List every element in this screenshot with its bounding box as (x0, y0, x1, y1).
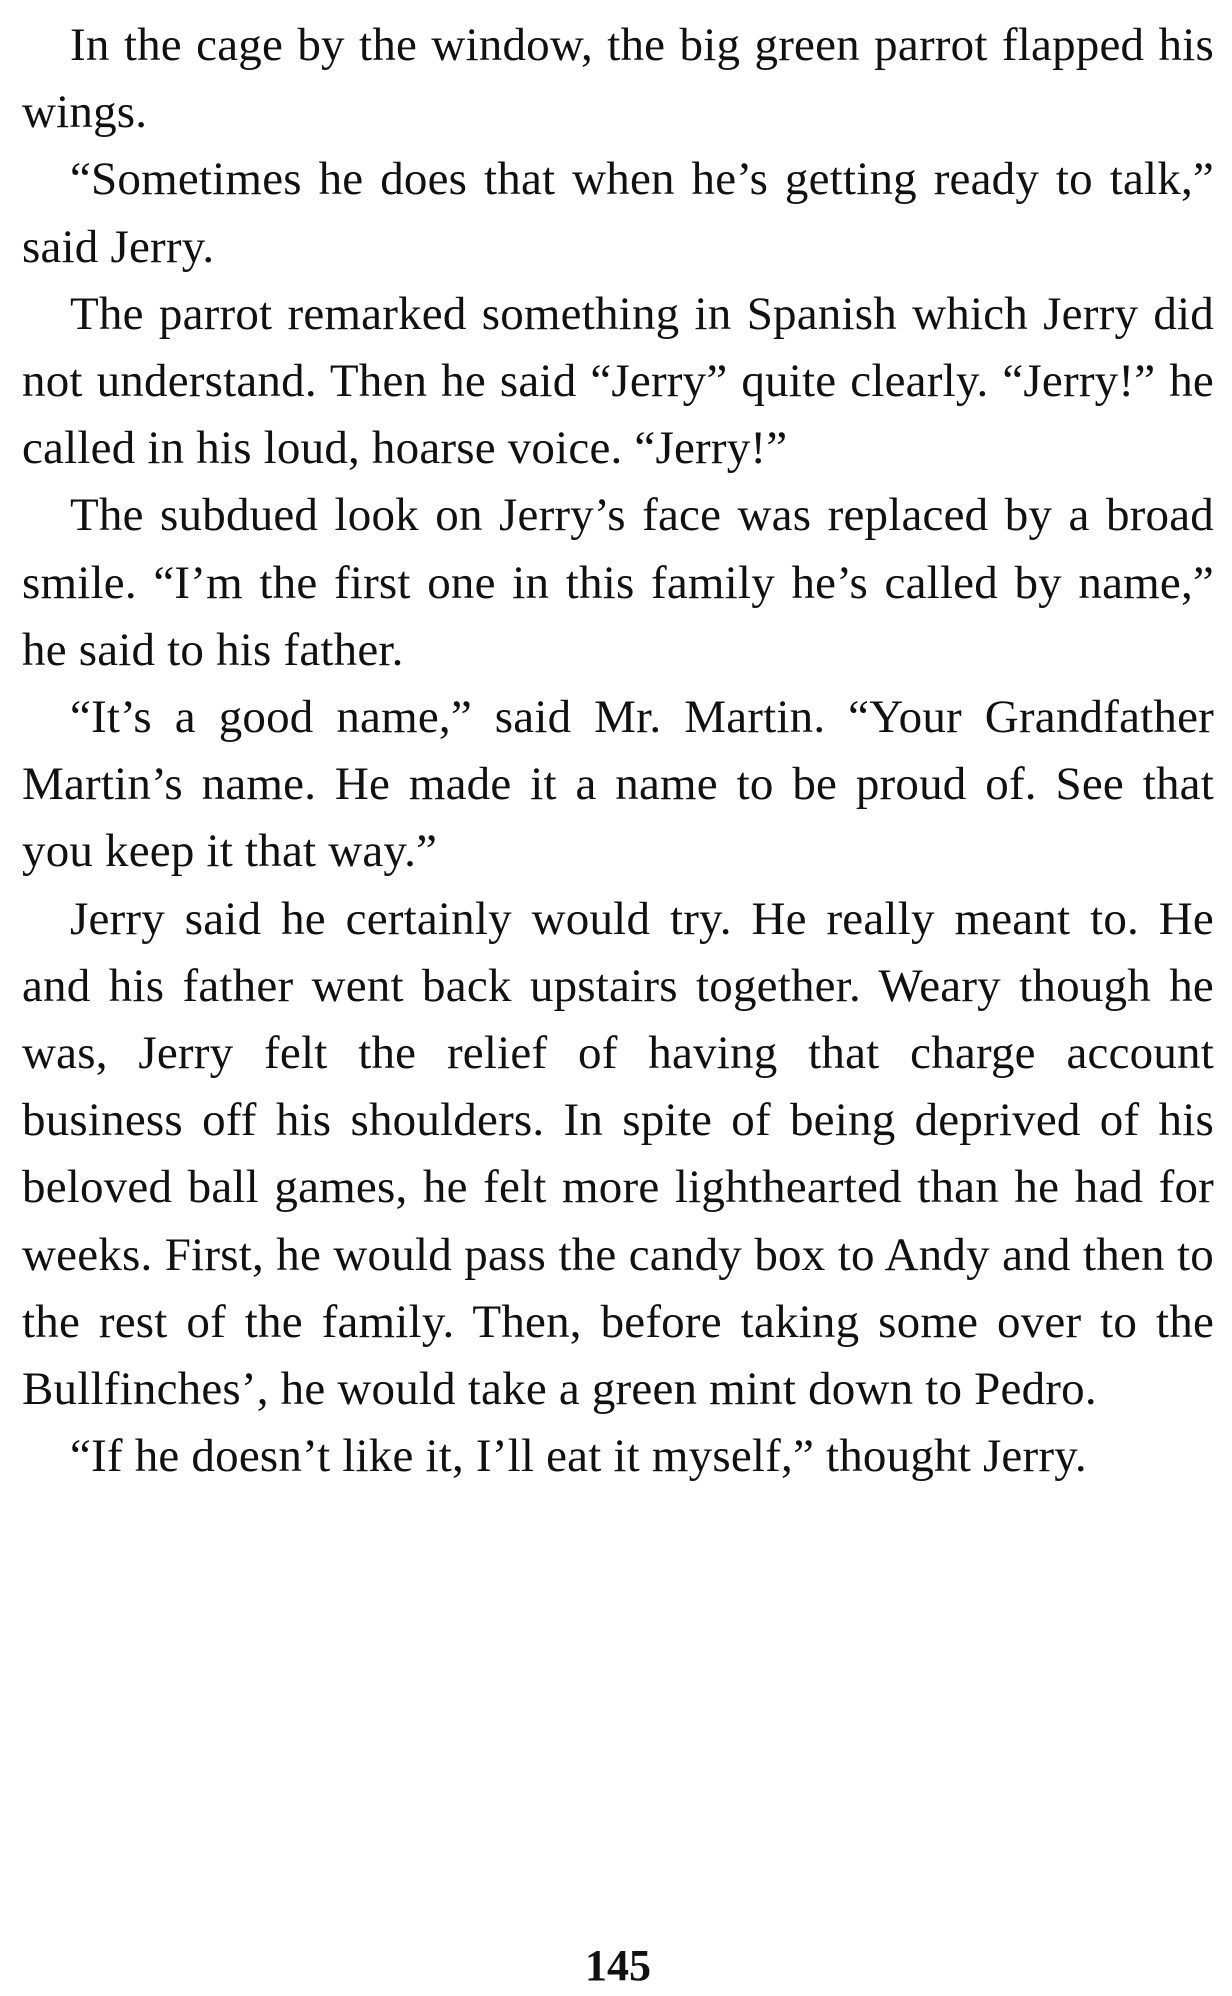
page-number: 145 (585, 1941, 651, 1990)
paragraph-2: “Sometimes he does that when he’s getting ready to talk,” said Jerry. (22, 153, 1214, 273)
body-text (22, 12, 1214, 1490)
paragraph-1: In the cage by the window, the big green parrot flapped his wings. (22, 19, 1214, 139)
paragraph-4: The subdued look on Jerry’s face was replaced by a broad smile. “I’m the first one in this family he’s called by name,” he said to his father. (22, 489, 1214, 676)
book-page (22, 12, 1214, 1990)
paragraph-5: “It’s a good name,” said Mr. Martin. “Your Grandfather Martin’s name. He made it a name to be proud of. See that you keep it that way.” (22, 691, 1214, 878)
paragraph-6: Jerry said he certainly would try. He really meant to. He and his father went back upstairs together. Weary though he was, Jerry felt the relief of having that charge account business off his shoulders. In spite of being deprived of his beloved ball games, he felt more lighthearted than he had for weeks. First, he would pass the candy box to Andy and then to the rest of the family. Then, before taking some over to the Bullfinches’, he would take a green mint down to Pedro. (22, 892, 1214, 1416)
paragraph-7: “If he doesn’t like it, I’ll eat it myself,” thought Jerry. (70, 1430, 1087, 1483)
paragraph-3: The parrot remarked something in Spanish which Jerry did not understand. Then he said “Jerry” quite clearly. “Jerry!” he called in his loud, hoarse voice. “Jerry!” (22, 287, 1214, 475)
